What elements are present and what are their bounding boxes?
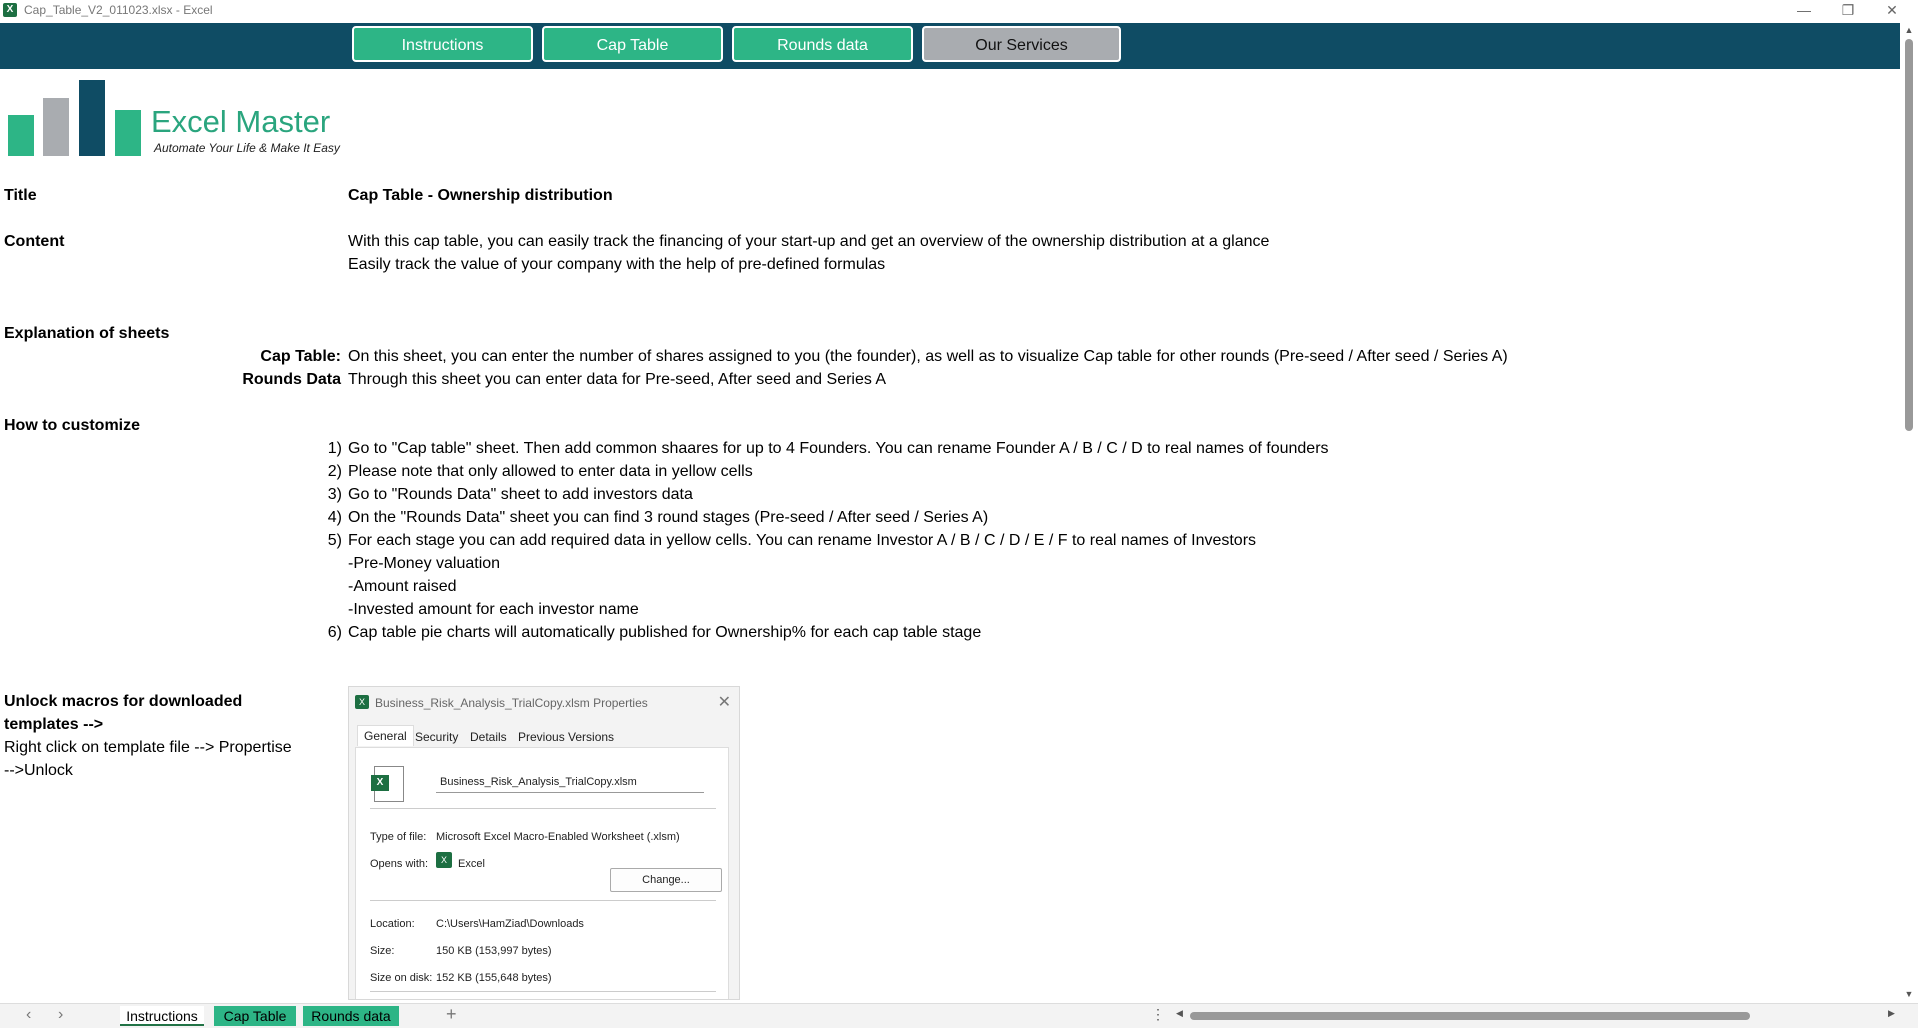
title-label: Title	[4, 187, 37, 204]
dialog-type-value: Microsoft Excel Macro-Enabled Worksheet (.xlsm)	[436, 831, 680, 843]
dialog-tab-details: Details	[470, 730, 507, 744]
sheet-tab-instructions[interactable]: Instructions	[120, 1006, 204, 1026]
dialog-change-button: Change...	[610, 868, 722, 892]
step-number: 3)	[327, 486, 342, 503]
sheet-tab-rounds-data[interactable]: Rounds data	[303, 1006, 399, 1026]
nav-instructions-button[interactable]: Instructions	[352, 26, 533, 62]
logo-bar-4	[115, 110, 141, 156]
step-number: 5)	[327, 532, 342, 549]
vertical-scroll-thumb[interactable]	[1905, 39, 1913, 431]
excel-document-icon: X	[374, 766, 404, 802]
dialog-disk-value: 152 KB (155,648 bytes)	[436, 972, 552, 984]
dialog-divider	[370, 900, 716, 901]
dialog-title: Business_Risk_Analysis_TrialCopy.xlsm Properties	[375, 696, 648, 710]
unlock-instructions-2: -->Unlock	[4, 762, 73, 779]
excel-file-icon: X	[355, 695, 369, 709]
horizontal-scrollbar[interactable]	[1176, 1008, 1900, 1022]
vertical-scrollbar[interactable]	[1900, 23, 1918, 1003]
explanation-label: Explanation of sheets	[4, 325, 170, 342]
scroll-up-icon[interactable]: ▲	[1904, 25, 1914, 35]
scroll-right-icon[interactable]: ▶	[1888, 1008, 1895, 1018]
step-text: Go to "Cap table" sheet. Then add common shaares for up to 4 Founders. You can rename Founder A / B / C / D to real names of founders	[348, 440, 1329, 457]
window-title: Cap_Table_V2_011023.xlsx - Excel	[24, 3, 213, 17]
customize-label: How to customize	[4, 417, 141, 434]
step-number: 6)	[327, 624, 342, 641]
add-sheet-icon[interactable]: +	[446, 1004, 457, 1024]
sheet-name-rounds-data: Rounds Data	[242, 371, 341, 388]
unlock-instructions-1: Right click on template file --> Propertise	[4, 739, 292, 756]
dialog-size-label: Size:	[370, 945, 395, 957]
dialog-divider	[370, 991, 716, 992]
dialog-tab-security: Security	[415, 730, 459, 744]
dialog-divider	[370, 808, 716, 809]
horizontal-scroll-thumb[interactable]	[1190, 1012, 1750, 1020]
dialog-tab-general: General	[357, 725, 414, 746]
excel-app-icon: X	[3, 3, 17, 17]
window-titlebar	[0, 0, 1918, 22]
sheet-tab-bar	[0, 1003, 1918, 1028]
excel-small-icon: X	[436, 852, 452, 868]
title-value: Cap Table - Ownership distribution	[348, 187, 613, 204]
dialog-tab-previous-versions: Previous Versions	[518, 730, 615, 744]
logo-brand: Excel Master	[151, 104, 331, 139]
sheet-nav-bar	[0, 23, 1900, 69]
properties-dialog-image	[348, 686, 740, 1000]
step-text: For each stage you can add required data in yellow cells. You can rename Investor A / B / C / D / E / F to real names of Investors	[348, 532, 1257, 549]
prev-sheet-icon[interactable]: ‹	[26, 1006, 32, 1023]
step-text: Please note that only allowed to enter data in yellow cells	[348, 463, 753, 480]
content-line-2: Easily track the value of your company with the help of pre-defined formulas	[348, 256, 886, 273]
step-subitem: -Amount raised	[348, 578, 457, 595]
step-text: Cap table pie charts will automatically published for Ownership% for each cap table stage	[348, 624, 982, 641]
nav-cap-table-button[interactable]: Cap Table	[542, 26, 723, 62]
content-line-1: With this cap table, you can easily track the financing of your start-up and get an overview of the ownership distribution at a glance	[348, 233, 1270, 250]
scroll-down-icon[interactable]: ▼	[1904, 989, 1914, 999]
dialog-disk-label: Size on disk:	[370, 972, 433, 984]
nav-rounds-data-button[interactable]: Rounds data	[732, 26, 913, 62]
next-sheet-icon[interactable]: ›	[58, 1006, 64, 1023]
restore-icon[interactable]: ❐	[1841, 2, 1855, 18]
nav-our-services-button[interactable]: Our Services	[922, 26, 1121, 62]
minimize-icon[interactable]: —	[1797, 2, 1811, 18]
dialog-opens-value: Excel	[458, 858, 485, 870]
sheet-name-cap-table: Cap Table:	[260, 348, 341, 365]
step-number: 4)	[327, 509, 342, 526]
step-subitem: -Invested amount for each investor name	[348, 601, 639, 618]
dialog-general-panel	[355, 747, 729, 1000]
content-label: Content	[4, 233, 65, 250]
step-subitem: -Pre-Money valuation	[348, 555, 501, 572]
logo-tagline: Automate Your Life & Make It Easy	[154, 141, 340, 155]
step-text: On the "Rounds Data" sheet you can find 3 round stages (Pre-seed / After seed / Series A)	[348, 509, 989, 526]
unlock-heading-2: templates -->	[4, 716, 104, 733]
close-icon[interactable]: ✕	[1886, 2, 1898, 18]
dialog-opens-label: Opens with:	[370, 858, 429, 870]
dialog-type-label: Type of file:	[370, 831, 427, 843]
scroll-left-icon[interactable]: ◀	[1176, 1008, 1183, 1018]
logo-bar-1	[8, 115, 34, 156]
dialog-filename-field: Business_Risk_Analysis_TrialCopy.xlsm	[436, 772, 704, 793]
step-number: 1)	[327, 440, 342, 457]
excel-master-logo	[6, 76, 346, 156]
logo-bar-3	[79, 80, 105, 156]
logo-bar-2	[43, 98, 69, 156]
dialog-created-label	[370, 998, 412, 1000]
dialog-location-value: C:\Users\HamZiad\Downloads	[436, 918, 584, 930]
dialog-created-value	[436, 998, 628, 1000]
sheet-desc-rounds-data: Through this sheet you can enter data for Pre-seed, After seed and Series A	[348, 371, 887, 388]
more-options-icon[interactable]: ⋮	[1151, 1006, 1165, 1022]
step-number: 2)	[327, 463, 342, 480]
dialog-location-label: Location:	[370, 918, 415, 930]
sheet-tab-cap-table[interactable]: Cap Table	[214, 1006, 296, 1026]
step-text: Go to "Rounds Data" sheet to add investors data	[348, 486, 693, 503]
sheet-desc-cap-table: On this sheet, you can enter the number of shares assigned to you (the founder), as well as to visualize Cap table for other rounds (Pre-seed / After seed / Series A)	[348, 348, 1508, 365]
dialog-size-value: 150 KB (153,997 bytes)	[436, 945, 552, 957]
dialog-close-icon: ✕	[717, 694, 731, 711]
unlock-heading-1: Unlock macros for downloaded	[4, 693, 243, 710]
